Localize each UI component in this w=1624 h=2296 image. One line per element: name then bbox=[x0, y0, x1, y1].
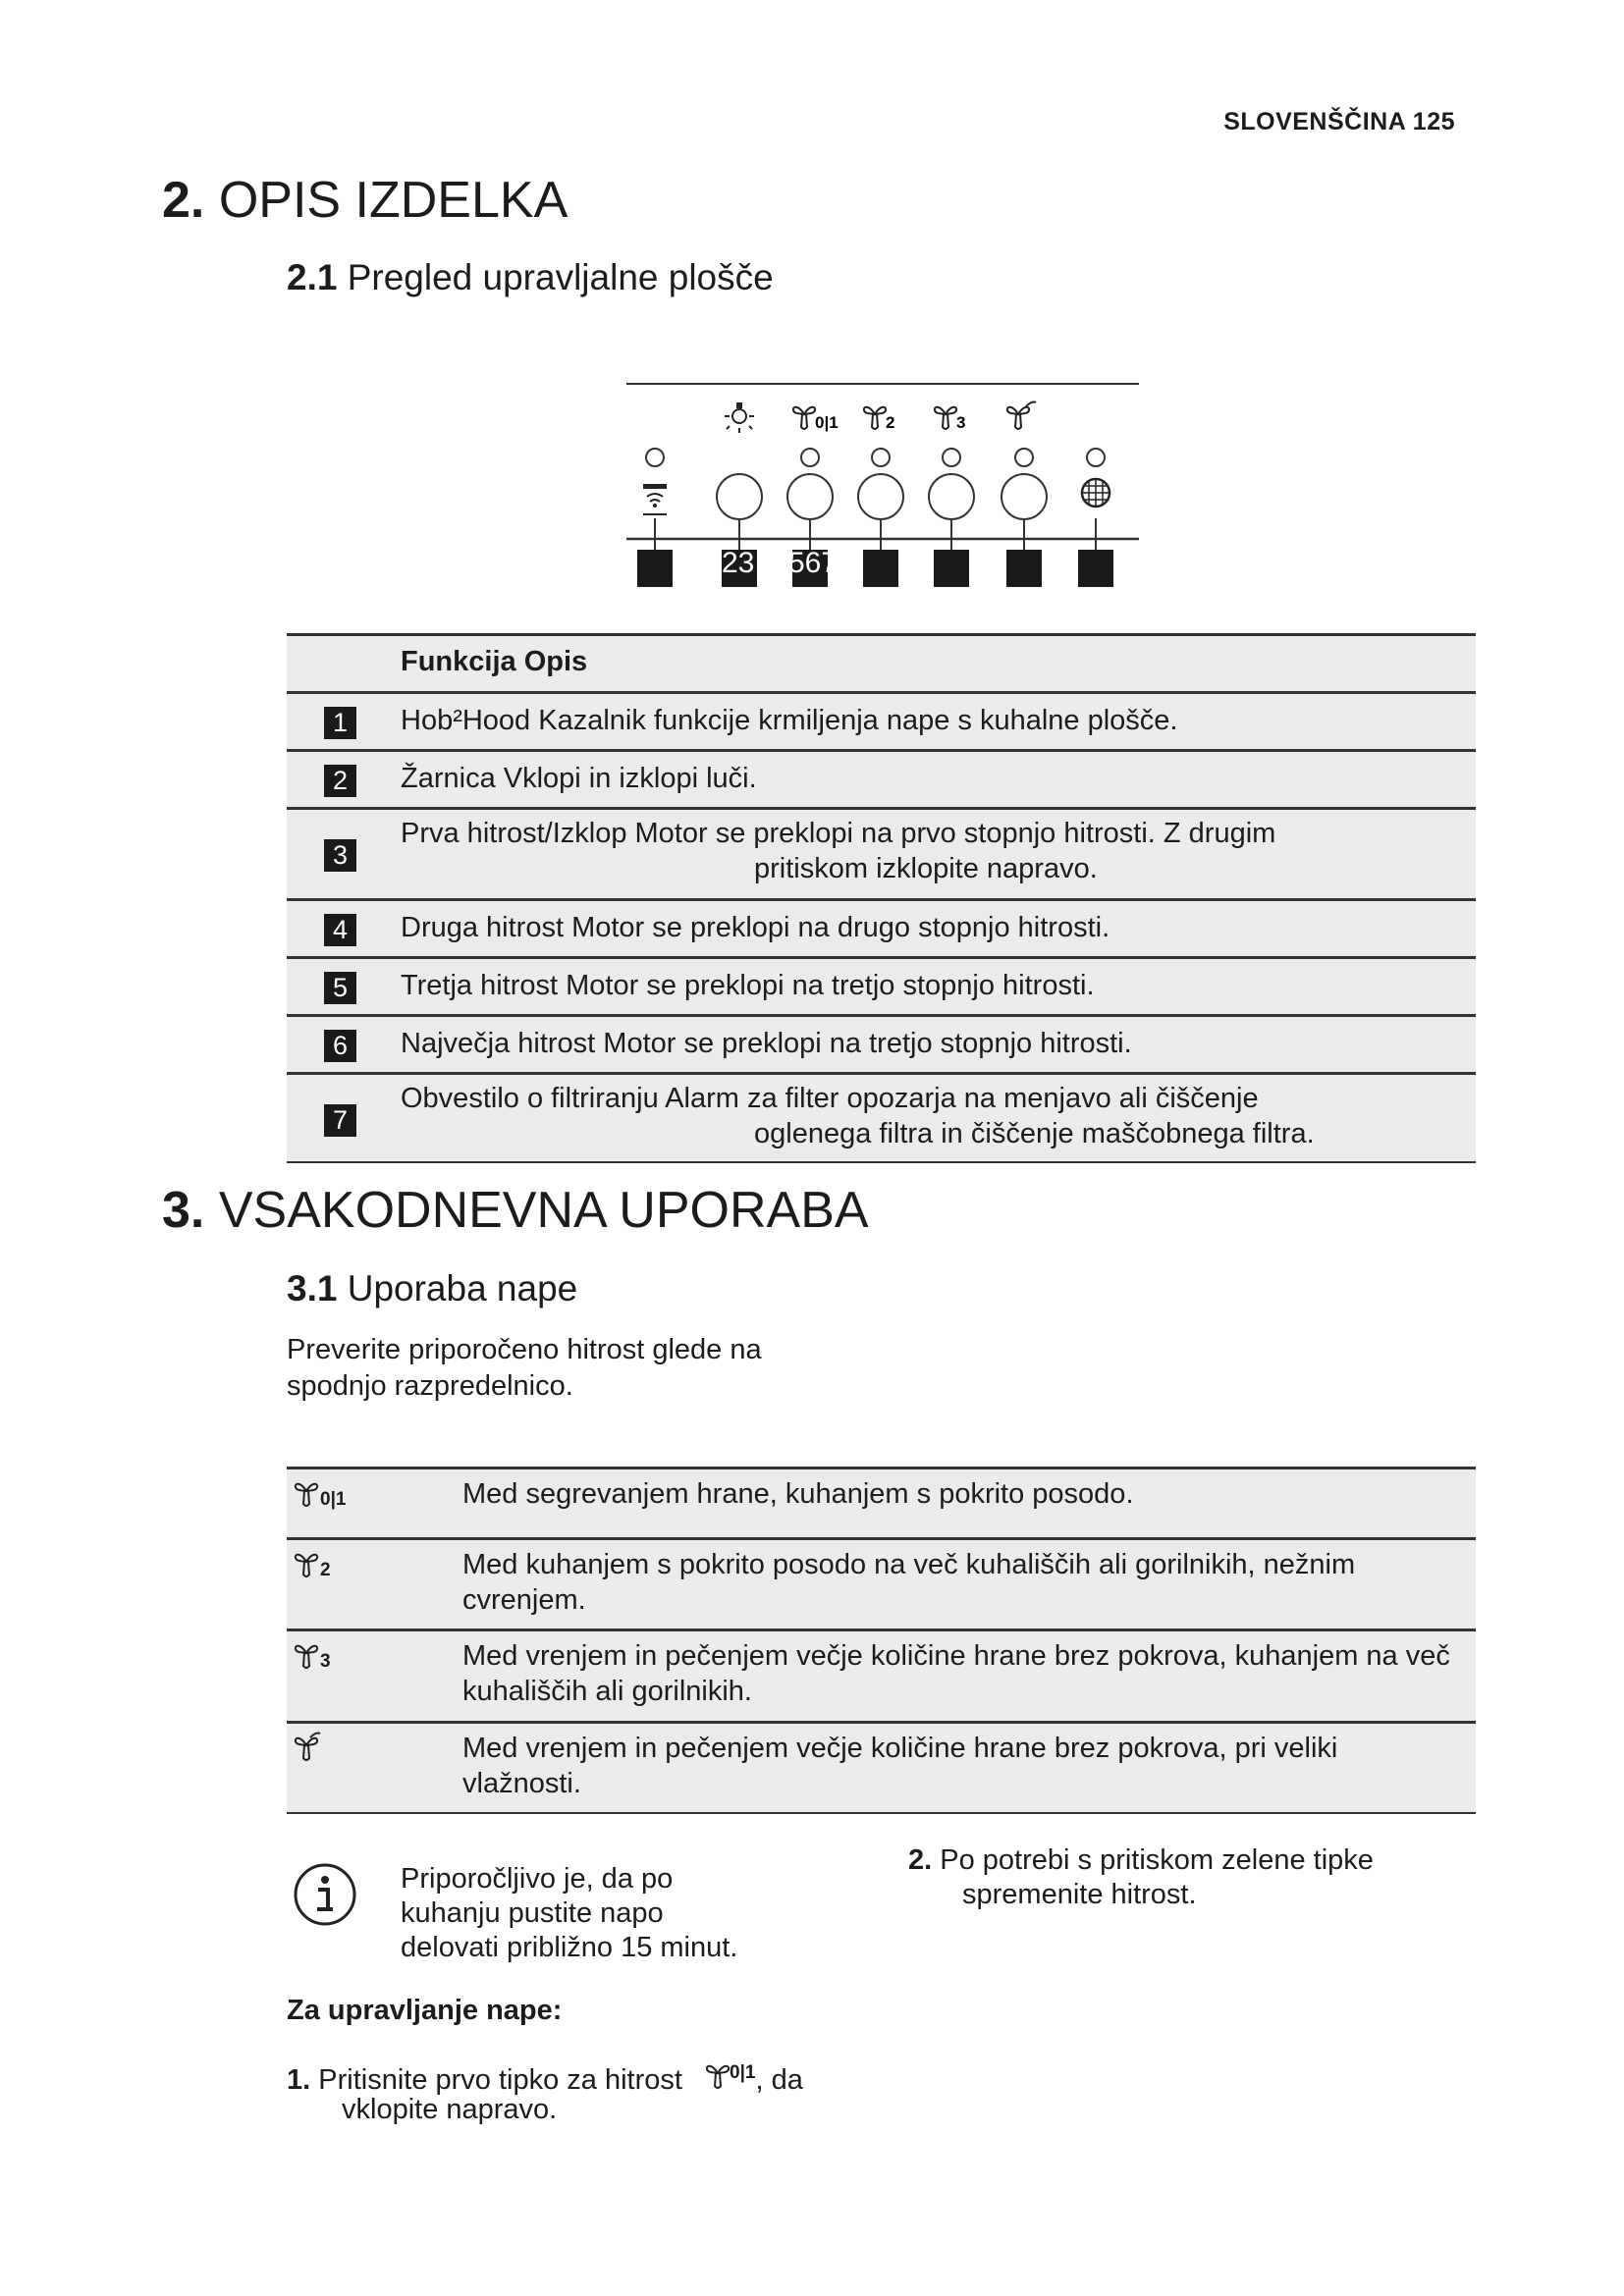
description-line: Hob²Hood Kazalnik funkcije krmiljenja nape s kuhalne plošče. bbox=[401, 705, 1178, 736]
usage-description: Med kuhanjem s pokrito posodo na več kuhališčih ali gorilnikih, nežnim cvrenjem. bbox=[462, 1549, 1356, 1616]
intro-line: Preverite priporočeno hitrost glede na bbox=[287, 1334, 762, 1365]
table-row bbox=[287, 1467, 1476, 1537]
steam-mark bbox=[1026, 402, 1036, 407]
description-line: Obvestilo o filtriranju Alarm za filter opozarja na menjavo ali čiščenje bbox=[401, 1083, 1259, 1114]
row-description bbox=[401, 910, 1110, 945]
description-line: Tretja hitrost Motor se preklopi na tretjo stopnjo hitrosti. bbox=[401, 970, 1095, 1001]
fan-speed-1-icon bbox=[295, 1477, 346, 1511]
callout-square bbox=[863, 550, 898, 587]
fan-speed-1-icon bbox=[793, 407, 815, 429]
icon-subscript: 3 bbox=[320, 1651, 331, 1672]
step-text: Pritisnite prvo tipko za hitrost bbox=[318, 2064, 682, 2096]
fan-speed-1-icon bbox=[706, 2055, 755, 2091]
function-table bbox=[287, 633, 1476, 1163]
section-number: 2. bbox=[162, 172, 205, 229]
callout-number: 2 bbox=[324, 765, 356, 797]
panel-button bbox=[929, 474, 974, 519]
table-row bbox=[287, 956, 1476, 1014]
info-icon bbox=[293, 1862, 357, 1927]
table-row bbox=[287, 1014, 1476, 1072]
callout-number: 6 bbox=[324, 1030, 356, 1062]
section-number: 3. bbox=[162, 1182, 205, 1239]
indicator-led bbox=[1015, 449, 1033, 466]
subsection-title-text: Pregled upravljalne plošče bbox=[347, 257, 774, 297]
hob2hood-icon bbox=[643, 449, 667, 514]
step-number: 1. bbox=[287, 2064, 311, 2096]
table-header-row bbox=[287, 633, 1476, 691]
intro-paragraph bbox=[287, 1332, 762, 1405]
table-row bbox=[287, 1629, 1476, 1721]
step-number: 2. bbox=[908, 1844, 933, 1876]
info-note bbox=[401, 1862, 737, 1965]
fan-boost-icon bbox=[1007, 407, 1029, 429]
panel-button bbox=[717, 474, 762, 519]
fan-speed-3-icon bbox=[295, 1639, 331, 1673]
callout-square bbox=[1078, 550, 1113, 587]
intro-line: spodnjo razpredelnico. bbox=[287, 1370, 573, 1402]
info-line: delovati približno 15 minut. bbox=[401, 1932, 738, 1963]
usage-description: Med vrenjem in pečenjem večje količine hrane brez pokrova, pri veliki vlažnosti. bbox=[462, 1733, 1338, 1799]
info-line: kuhanju pustite napo bbox=[401, 1897, 664, 1929]
callout-number: 5 bbox=[324, 972, 356, 1004]
control-heading: Za upravljanje nape: bbox=[287, 1995, 563, 2026]
callout-number: 4 bbox=[324, 914, 356, 946]
section-3-1-title bbox=[287, 1268, 577, 1309]
callout-number: 3 bbox=[324, 839, 356, 872]
description-line: Žarnica Vklopi in izklopi luči. bbox=[401, 763, 757, 794]
info-line: Priporočljivo je, da po bbox=[401, 1863, 674, 1895]
control-panel-diagram bbox=[0, 0, 1624, 609]
subsection-number: 2.1 bbox=[287, 257, 338, 297]
panel-button bbox=[858, 474, 903, 519]
filter-icon bbox=[1082, 449, 1110, 507]
callout-square bbox=[637, 550, 673, 587]
indicator-led bbox=[872, 449, 890, 466]
section-title-text: OPIS IZDELKA bbox=[218, 172, 568, 229]
row-description bbox=[401, 703, 1177, 738]
table-row bbox=[287, 691, 1476, 749]
subsection-title-text: Uporaba nape bbox=[347, 1268, 578, 1308]
table-row bbox=[287, 749, 1476, 807]
callout-number: 1 bbox=[324, 707, 356, 739]
icon-subscript: 3 bbox=[956, 413, 966, 432]
icon-subscript: 2 bbox=[886, 413, 895, 432]
page-header: SLOVENŠČINA 125 bbox=[1223, 108, 1455, 135]
usage-description: Med vrenjem in pečenjem večje količine hrane brez pokrova, kuhanjem na več kuhališčih ali gorilnikih. bbox=[462, 1640, 1450, 1707]
section-title-text: VSAKODNEVNA UPORABA bbox=[218, 1182, 869, 1239]
fan-speed-2-icon bbox=[864, 407, 886, 429]
table-row bbox=[287, 807, 1476, 898]
indicator-led bbox=[943, 449, 960, 466]
step-2 bbox=[908, 1842, 1374, 1879]
row-description bbox=[401, 968, 1095, 1003]
step-text: , da bbox=[755, 2064, 803, 2096]
step-text: vklopite napravo. bbox=[342, 2094, 558, 2125]
table-row bbox=[287, 1072, 1476, 1163]
panel-button bbox=[787, 474, 833, 519]
icon-subscript: 0|1 bbox=[815, 413, 839, 432]
callout-square bbox=[934, 550, 969, 587]
diagram-overlay-label: 23 bbox=[722, 547, 755, 579]
callout-number: 7 bbox=[324, 1104, 356, 1137]
diagram-overlay-label: 567 bbox=[788, 547, 839, 579]
row-description bbox=[401, 816, 1275, 886]
indicator-led bbox=[801, 449, 819, 466]
description-line: oglenega filtra in čiščenje maščobnega filtra. bbox=[754, 1118, 1315, 1149]
usage-description: Med segrevanjem hrane, kuhanjem s pokrito posodo. bbox=[462, 1478, 1134, 1510]
icon-subscript: 0|1 bbox=[730, 2062, 756, 2083]
speed-table bbox=[287, 1467, 1476, 1814]
table-row bbox=[287, 898, 1476, 956]
description-line: Druga hitrost Motor se preklopi na drugo stopnjo hitrosti. bbox=[401, 912, 1110, 943]
light-icon bbox=[725, 402, 754, 433]
row-description bbox=[401, 761, 757, 796]
fan-speed-3-icon bbox=[935, 407, 956, 429]
table-row bbox=[287, 1537, 1476, 1629]
table-row bbox=[287, 1721, 1476, 1814]
step-text: Po potrebi s pritiskom zelene tipke bbox=[940, 1844, 1374, 1876]
subsection-number: 3.1 bbox=[287, 1268, 338, 1308]
row-description bbox=[401, 1026, 1132, 1061]
step-text: spremenite hitrost. bbox=[962, 1879, 1197, 1910]
description-line: pritiskom izklopite napravo. bbox=[754, 853, 1098, 884]
icon-subscript: 2 bbox=[320, 1560, 331, 1580]
icon-subscript: 0|1 bbox=[320, 1489, 347, 1510]
row-description bbox=[401, 1081, 1315, 1151]
fan-boost-icon bbox=[295, 1732, 320, 1765]
callout-square bbox=[1006, 550, 1042, 587]
table-header: Funkcija Opis bbox=[401, 646, 588, 677]
description-line: Prva hitrost/Izklop Motor se preklopi na prvo stopnjo hitrosti. Z drugim bbox=[401, 818, 1276, 849]
fan-speed-2-icon bbox=[295, 1548, 331, 1581]
section-3-title bbox=[162, 1181, 869, 1240]
panel-button bbox=[1001, 474, 1047, 519]
description-line: Največja hitrost Motor se preklopi na tretjo stopnjo hitrosti. bbox=[401, 1028, 1132, 1059]
